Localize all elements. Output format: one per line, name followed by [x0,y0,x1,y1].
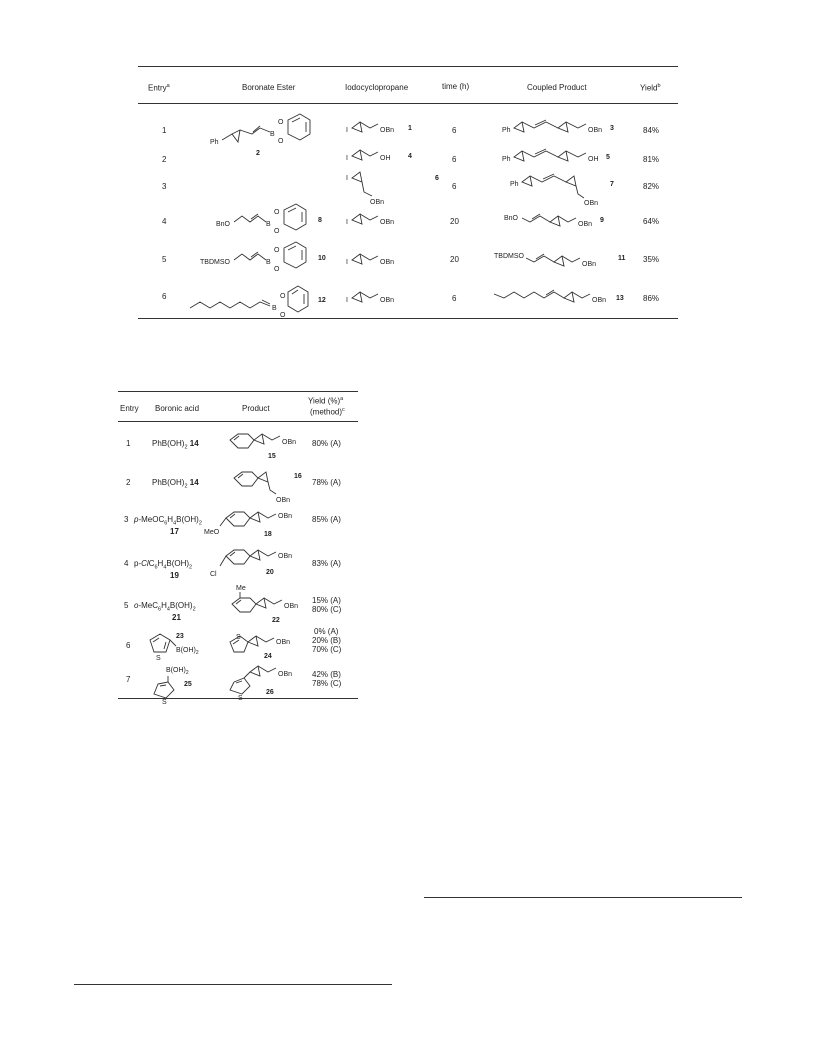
svg-text:5: 5 [606,154,610,161]
svg-text:OBn: OBn [582,261,597,268]
t2-acid-1: $PhB(OH)_2$ 14 [152,439,199,451]
t2-product-structure-1 [228,428,308,462]
t1-entry-2: 2 [162,155,167,164]
t1-time-6: 6 [452,294,457,303]
svg-text:O: O [274,209,280,216]
svg-text:S: S [156,655,161,662]
svg-text:OBn: OBn [380,127,395,134]
t1-ester-structure-1 [210,110,320,170]
svg-text:S: S [162,699,167,706]
svg-text:20: 20 [266,569,274,576]
t2-acid-5: $o-MeC_6H_4B(OH)_2$ [134,601,196,613]
t1-product-structure-6 [494,284,644,310]
t2-yield-5b: 80% (C) [312,605,342,614]
svg-text:OBn: OBn [278,553,293,560]
t1-product-structure-1 [502,118,627,138]
t2-product-structure-2 [232,466,312,506]
svg-text:26: 26 [266,689,274,696]
t1-yield-6: 86% [643,294,660,303]
t1-yield-2: 81% [643,155,660,164]
svg-text:B(OH)2: $B(OH)_2$ [166,667,189,676]
t2-acid-structure-6 [144,628,224,664]
svg-text:OBn: OBn [588,127,603,134]
t2-yield-6b: 20% (B) [312,636,341,645]
svg-text:BnO: BnO [504,215,519,222]
svg-text:I: I [346,297,348,304]
svg-text:6: 6 [435,175,439,182]
svg-text:23: 23 [176,633,184,640]
table2-top-rule [118,391,358,392]
svg-text:B: B [270,131,275,138]
t1-header-iodocyclopropane: Iodocyclopropane [345,83,409,92]
svg-text:2: 2 [256,150,260,157]
t1-product-structure-5 [494,246,634,272]
svg-text:16: 16 [294,473,302,480]
t1-ester-structure-5 [200,234,330,278]
svg-text:O: O [280,293,286,300]
t2-entry-5: 5 [124,601,129,610]
svg-text:Ph: Ph [502,156,511,163]
t2-yield-1: 80% (A) [312,439,341,448]
t2-entry-3: 3 [124,515,129,524]
svg-text:13: 13 [616,295,624,302]
svg-text:18: 18 [264,531,272,538]
svg-text:OBn: OBn [578,221,593,228]
t2-acid-num-19: 19 [170,571,179,580]
t1-product-structure-3 [510,172,625,208]
t2-yield-7b: 78% (C) [312,679,342,688]
svg-text:O: O [278,138,284,145]
t1-product-structure-4 [504,208,629,232]
svg-text:S: S [238,695,243,702]
svg-text:O: O [274,247,280,254]
svg-text:MeO: MeO [204,529,220,536]
svg-text:I: I [346,127,348,134]
svg-text:OBn: OBn [278,671,293,678]
t1-ester-structure-6 [190,278,330,318]
svg-text:OBn: OBn [284,603,299,610]
svg-text:8: 8 [318,217,322,224]
t1-yield-1: 84% [643,126,660,135]
svg-text:Ph: Ph [210,139,219,146]
svg-text:9: 9 [600,217,604,224]
svg-text:TBDMSO: TBDMSO [200,259,230,266]
t2-product-structure-6 [226,630,316,662]
t1-time-4: 20 [450,217,459,226]
t2-header-product: Product [242,404,270,413]
t1-time-2: 6 [452,155,457,164]
t2-header-yield: Yield (%)$^a$ [308,396,344,406]
t2-product-structure-3 [204,506,314,540]
svg-text:B: B [272,305,277,312]
t2-acid-3: $p-MeOC_6H_4B(OH)_2$ [134,515,202,527]
svg-text:I: I [346,219,348,226]
t1-iodo-structure-5 [346,250,416,270]
svg-text:S: S [236,634,241,641]
svg-text:4: 4 [408,153,412,160]
t2-header-boronic-acid: Boronic acid [155,404,200,413]
svg-text:OBn: OBn [584,200,599,207]
svg-text:I: I [346,259,348,266]
t1-yield-3: 82% [643,182,660,191]
t2-product-structure-4 [210,544,320,578]
t1-header-yield: Yield$^b$ [640,83,661,93]
t1-iodo-structure-2 [346,146,426,166]
t1-entry-6: 6 [162,292,167,301]
svg-text:OBn: OBn [282,439,297,446]
svg-text:OBn: OBn [380,219,395,226]
svg-text:25: 25 [184,681,192,688]
svg-text:I: I [346,155,348,162]
svg-text:11: 11 [618,255,626,262]
t1-product-structure-2 [502,147,627,167]
table2-bottom-rule [118,698,358,699]
t2-acid-2: $PhB(OH)_2$ 14 [152,478,199,490]
t2-header-method: (method)$^c$ [310,407,345,417]
svg-text:B(OH)2: $B(OH)_2$ [176,647,199,656]
footnote-rule-left [74,984,392,985]
svg-text:10: 10 [318,255,326,262]
svg-text:Me: Me [236,585,246,592]
svg-text:7: 7 [610,181,614,188]
svg-text:O: O [274,228,280,235]
t1-yield-4: 64% [643,217,660,226]
svg-text:OBn: OBn [276,497,291,504]
t1-header-entry: Entry$^a$ [148,83,170,93]
t1-iodo-structure-3 [346,168,446,208]
t1-yield-5: 35% [643,255,660,264]
t2-entry-6: 6 [126,641,131,650]
t1-iodo-structure-1 [346,118,426,138]
table1-top-rule [138,66,678,67]
svg-text:OH: OH [588,156,599,163]
svg-text:Ph: Ph [502,127,511,134]
table1-header-rule [138,103,678,104]
t2-entry-1: 1 [126,439,131,448]
t2-header-entry: Entry [120,404,139,413]
t2-acid-num-21: 21 [172,613,181,622]
svg-text:22: 22 [272,617,280,624]
t1-iodo-structure-4 [346,210,416,230]
t1-header-coupled-product: Coupled Product [527,83,587,92]
t2-yield-6a: 0% (A) [314,627,339,636]
svg-text:OBn: OBn [380,259,395,266]
svg-text:B: B [266,221,271,228]
svg-text:BnO: BnO [216,221,231,228]
svg-text:O: O [274,266,280,273]
t2-acid-num-17: 17 [170,527,179,536]
t1-time-5: 20 [450,255,459,264]
svg-text:TBDMSO: TBDMSO [494,253,524,260]
t2-yield-6c: 70% (C) [312,645,342,654]
t1-time-3: 6 [452,182,457,191]
svg-text:Ph: Ph [510,181,519,188]
svg-text:OBn: OBn [370,199,385,206]
svg-text:3: 3 [610,125,614,132]
svg-text:Cl: Cl [210,571,217,578]
table2-header-rule [118,421,358,422]
t2-product-structure-5 [228,582,318,626]
t2-yield-3: 85% (A) [312,515,341,524]
t1-time-1: 6 [452,126,457,135]
t2-entry-4: 4 [124,559,129,568]
t1-header-time: time (h) [442,82,470,91]
t2-entry-7: 7 [126,675,131,684]
svg-text:15: 15 [268,453,276,460]
t1-header-boronate-ester: Boronate Ester [242,83,296,92]
svg-text:OBn: OBn [278,513,293,520]
footnote-rule-right [424,897,742,898]
table1-bottom-rule [138,318,678,319]
t1-entry-5: 5 [162,255,167,264]
t2-yield-7a: 42% (B) [312,670,341,679]
svg-text:OBn: OBn [276,639,291,646]
t1-entry-3: 3 [162,182,167,191]
t2-entry-2: 2 [126,478,131,487]
svg-text:1: 1 [408,125,412,132]
t2-yield-4: 83% (A) [312,559,341,568]
t1-entry-4: 4 [162,217,167,226]
t2-acid-4: $p-ClC_6H_4B(OH)_2$ [134,559,193,571]
svg-text:I: I [346,175,348,182]
t1-entry-1: 1 [162,126,167,135]
svg-text:B: B [266,259,271,266]
svg-text:12: 12 [318,297,326,304]
svg-text:O: O [280,312,286,319]
svg-text:24: 24 [264,653,272,660]
t2-yield-5a: 15% (A) [312,596,341,605]
svg-text:O: O [278,119,284,126]
t2-yield-2: 78% (A) [312,478,341,487]
svg-text:OBn: OBn [380,297,395,304]
t1-iodo-structure-6 [346,288,416,308]
svg-text:OBn: OBn [592,297,607,304]
svg-text:OH: OH [380,155,391,162]
